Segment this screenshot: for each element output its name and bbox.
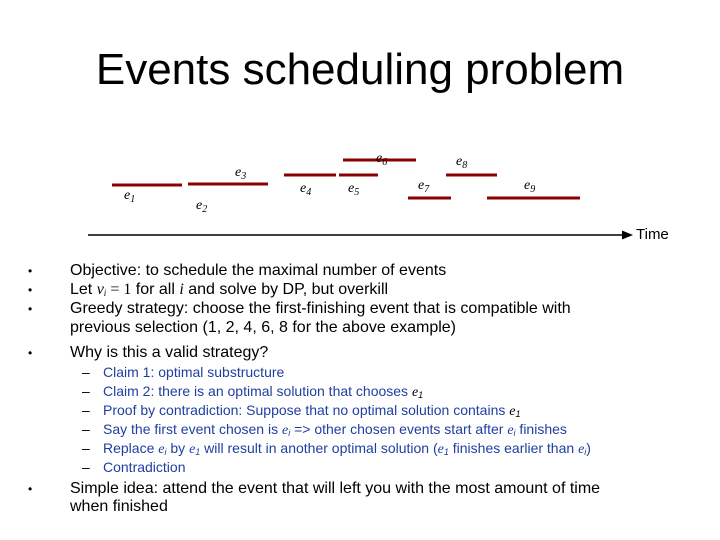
event-label-e9: $e_9$ [524, 178, 536, 195]
bullet-marker: • [28, 482, 33, 496]
event-label-e6: $e_6$ [376, 151, 388, 168]
sub-bullet-dash: – [82, 421, 90, 437]
sub-bullet-dash: – [82, 402, 90, 418]
event-label-e7: $e_7$ [418, 178, 430, 195]
bullet-greedy-line1: Greedy strategy: choose the first-finishing event that is compatible with [70, 300, 571, 317]
event-label-e8: $e_8$ [456, 154, 468, 171]
sub-say: Say the first event chosen is $e_i$ => other chosen events start after $e_i$ finishes [103, 421, 567, 438]
event-label-e3: $e_3$ [235, 165, 247, 182]
sub-bullet-dash: – [82, 459, 90, 475]
event-label-e1: $e_1$ [124, 188, 136, 205]
sub-contradiction: Contradiction [103, 459, 186, 475]
sub-claim2: Claim 2: there is an optimal solution that chooses $e_1$ [103, 383, 424, 400]
sub-bullet-dash: – [82, 383, 90, 399]
bullet-why: Why is this a valid strategy? [70, 344, 269, 361]
bullet-objective: Objective: to schedule the maximal number of events [70, 262, 447, 279]
time-axis-label: Time [636, 226, 669, 243]
bullet-let: Let $v_i = 1$ for all i and solve by DP, but overkill [70, 281, 389, 298]
sub-bullet-dash: – [82, 364, 90, 380]
bullet-marker: • [28, 264, 33, 278]
sub-bullet-dash: – [82, 440, 90, 456]
bullet-marker: • [28, 346, 33, 360]
sub-claim1: Claim 1: optimal substructure [103, 364, 285, 380]
sub-replace: Replace $e_i$ by $e_1$ will result in another optimal solution ($e_1$ finishes earlier than $e_i$) [103, 440, 591, 457]
bullet-simple-line1: Simple idea: attend the event that will left you with the most amount of time [70, 480, 601, 497]
slide-title: Events scheduling problem [95, 45, 625, 94]
event-label-e2: $e_2$ [196, 198, 208, 215]
bullet-marker: • [28, 283, 33, 297]
event-label-e4: $e_4$ [300, 181, 312, 198]
bullet-marker: • [28, 302, 33, 316]
bullet-simple-line2: when finished [70, 498, 168, 515]
sub-proof: Proof by contradiction: Suppose that no optimal solution contains $e_1$ [103, 402, 521, 419]
bullet-greedy-line2: previous selection (1, 2, 4, 6, 8 for the above example) [70, 319, 456, 336]
event-label-e5: $e_5$ [348, 181, 360, 198]
